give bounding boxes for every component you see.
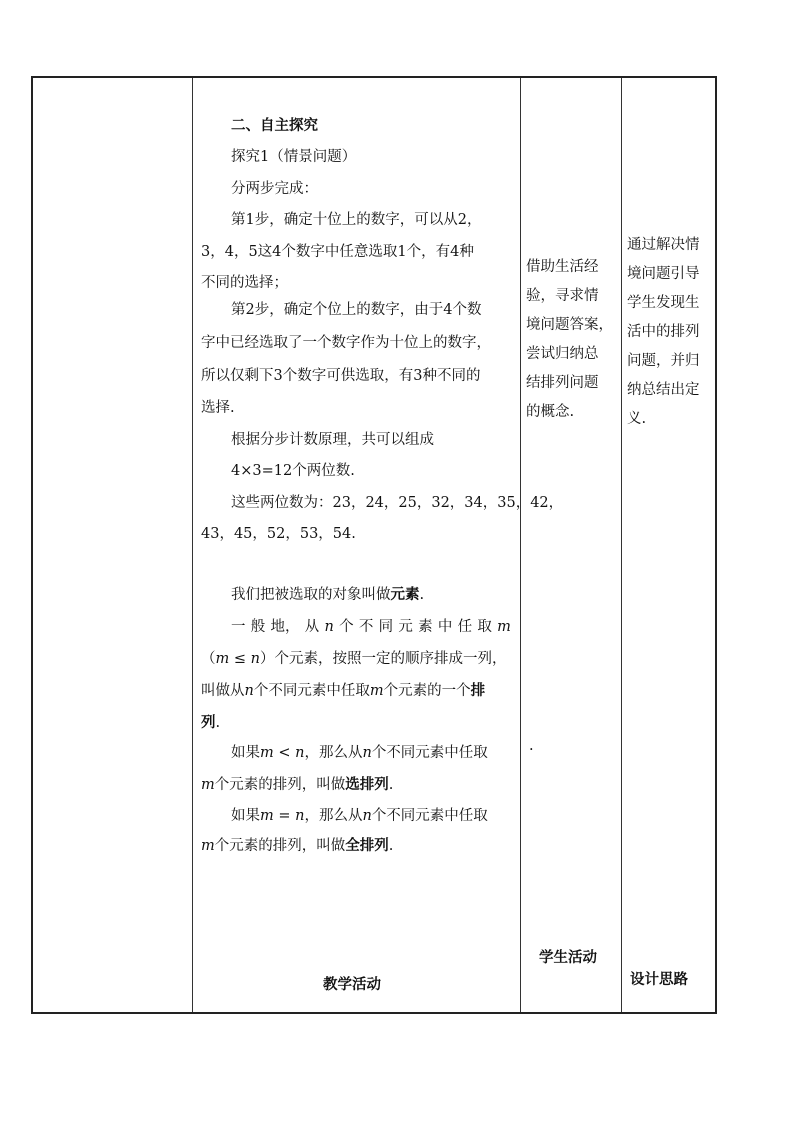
principle-result: 4×3=12个两位数. [231, 463, 355, 479]
element-definition [231, 585, 424, 605]
text-run: 个 [339, 619, 354, 635]
step2-line: 第2步，确定个位上的数字，由于4个数 [231, 302, 482, 318]
text-run: . [419, 587, 425, 603]
design-line: 境问题引导 [627, 266, 700, 282]
column-divider [192, 78, 193, 1012]
text-run: 不 [358, 619, 374, 635]
term-permutation: 列 [201, 714, 216, 731]
text-run: . [388, 838, 394, 854]
text-run: 个元素的一个 [383, 683, 471, 699]
numbers-line: 这些两位数为：23，24，25，32，34，35，42， [231, 495, 564, 511]
design-line: 义. [627, 411, 647, 427]
text-run: ）个元素，按照一定的顺序排成一列， [259, 651, 507, 667]
numbers-line: 43，45，52，53，54. [201, 526, 356, 542]
step2-line: 字中已经选取了一个数字作为十位上的数字， [201, 335, 491, 351]
definition-line [201, 649, 506, 669]
term-selective-permutation: 选排列 [345, 776, 389, 793]
definition-line [231, 617, 511, 637]
math-var: n [362, 745, 372, 761]
student-line: 境问题答案， [526, 317, 613, 333]
column-divider [621, 78, 622, 1012]
explore-title: 探究1（情景问题） [231, 149, 357, 165]
student-line: 结排列问题 [526, 375, 599, 391]
text-run: 个不同元素中任取 [371, 808, 488, 824]
math-expression: m < n [260, 745, 305, 761]
section-heading: 二、自主探究 [231, 117, 318, 134]
term-element: 元素 [390, 586, 420, 603]
text-run: 如果 [231, 808, 260, 824]
lesson-table [31, 76, 717, 1014]
term-permutation: 排 [470, 682, 486, 699]
math-var: n [324, 619, 334, 635]
math-expression: m ≤ n [215, 651, 260, 667]
math-var: m [201, 838, 215, 854]
step1-line: 第1步，确定十位上的数字，可以从2， [231, 212, 482, 228]
text-run: 中 [437, 619, 453, 635]
student-activity-text [526, 253, 616, 427]
text-run: 个不同元素中任取 [253, 683, 370, 699]
student-line: 借助生活经 [526, 259, 599, 275]
selective-permutation-line [231, 743, 488, 763]
student-dot: · [529, 742, 534, 758]
teaching-activity-heading: 教学活动 [323, 976, 381, 993]
design-line: 学生发现生 [627, 295, 700, 311]
text-run: 地， [270, 619, 300, 635]
math-var: m [369, 683, 384, 699]
text-run: （ [201, 651, 216, 667]
text-run: 叫做从 [201, 683, 245, 699]
text-run: 个元素的排列，叫做 [214, 838, 346, 854]
text-run: . [388, 777, 394, 793]
math-var: m [201, 777, 215, 793]
full-permutation-line [201, 836, 393, 856]
principle-line: 根据分步计数原理，共可以组成 [231, 432, 434, 448]
math-var: n [244, 683, 254, 699]
text-run: 素 [418, 619, 433, 635]
step1-line: 3，4，5这4个数字中任意选取1个，有4种 [201, 244, 474, 260]
student-line: 尝试归纳总 [526, 346, 599, 362]
design-line: 问题，并归 [627, 353, 700, 369]
text-run: ，那么从 [304, 745, 363, 761]
two-steps-text: 分两步完成： [231, 181, 318, 197]
math-var: m [497, 619, 511, 635]
text-run: 元 [398, 619, 413, 635]
step2-line: 所以仅剩下3个数字可供选取，有3种不同的 [201, 368, 481, 384]
text-run: 任 [457, 619, 473, 635]
math-var: n [362, 808, 372, 824]
step1-line: 不同的选择； [201, 275, 288, 291]
text-run: 个元素的排列，叫做 [214, 777, 346, 793]
full-permutation-line [231, 806, 488, 826]
math-expression: m = n [260, 808, 305, 824]
student-activity-heading: 学生活动 [539, 949, 597, 966]
step2-line: 选择. [201, 400, 235, 416]
term-full-permutation: 全排列 [345, 837, 389, 854]
student-line: 的概念. [526, 404, 575, 420]
design-line: 纳总结出定 [627, 382, 700, 398]
design-idea-heading: 设计思路 [630, 971, 688, 988]
column-divider [520, 78, 521, 1012]
text-run: 我们把被选取的对象叫做 [231, 587, 391, 603]
text-run: 般 [250, 619, 266, 635]
text-run: 取 [477, 619, 492, 635]
text-run: . [215, 715, 221, 731]
text-run: 个不同元素中任取 [371, 745, 488, 761]
text-run: 一 [231, 619, 246, 635]
text-run: 从 [304, 619, 320, 635]
student-line: 验，寻求情 [526, 288, 599, 304]
text-run: 如果 [231, 745, 260, 761]
definition-line [201, 713, 220, 733]
definition-line [201, 681, 485, 701]
design-line: 通过解决情 [627, 237, 700, 253]
design-rationale-text [627, 231, 717, 434]
design-line: 活中的排列 [627, 324, 700, 340]
text-run: ，那么从 [304, 808, 363, 824]
text-run: 同 [378, 619, 394, 635]
selective-permutation-line [201, 775, 393, 795]
